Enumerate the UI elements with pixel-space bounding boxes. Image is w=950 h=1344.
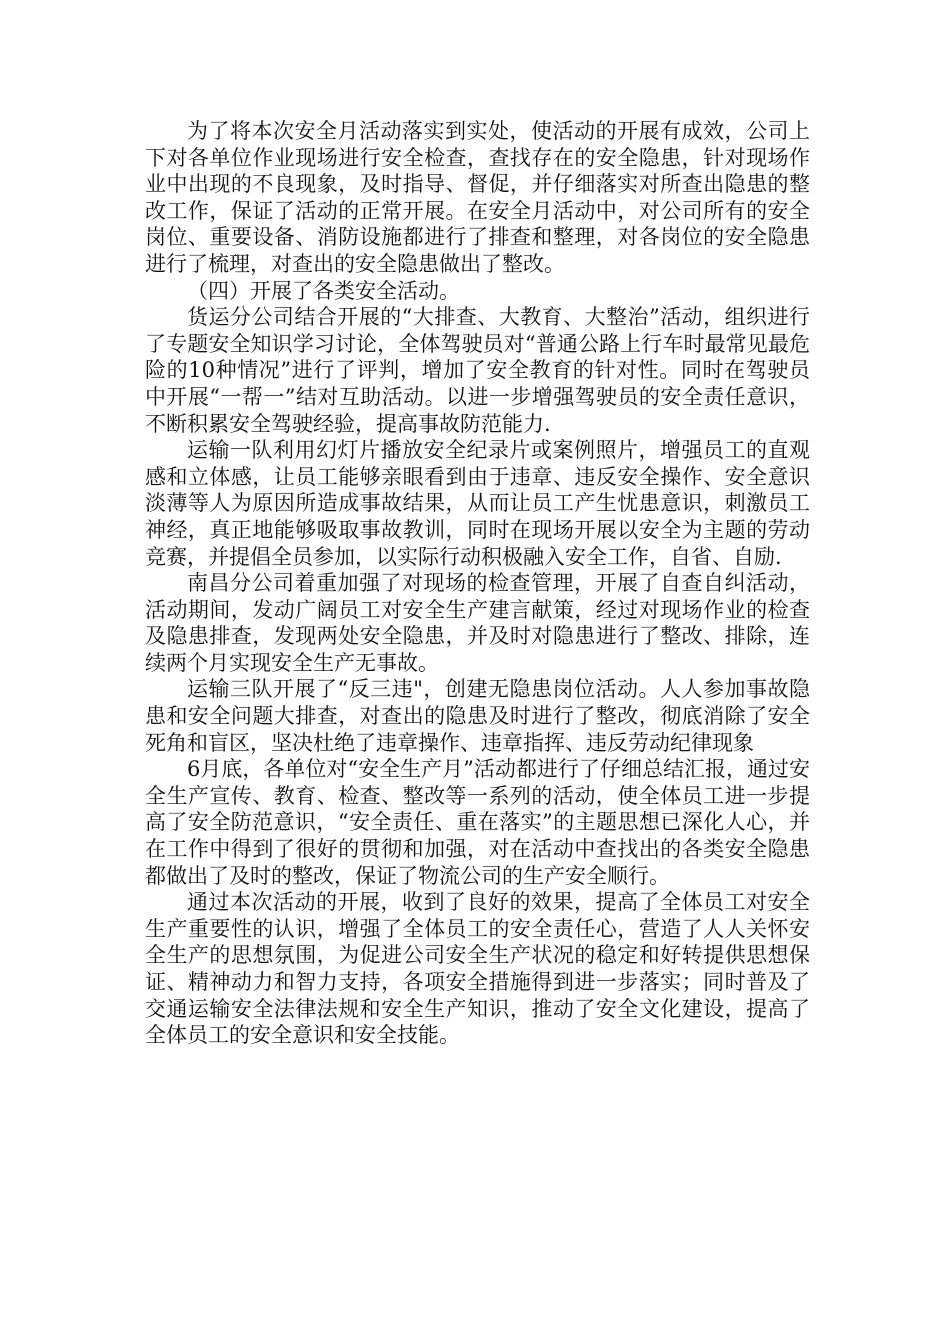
section-heading-activities: （四）开展了各类安全活动。 (187, 278, 460, 303)
paragraph-freight-company: 货运分公司结合开展的“大排查、大教育、大整治”活动，组织进行了专题安全知识学习讨论，全体驾驶员对“普通公路上行车时最常见最危险的10种情况”进行了评判，增加了安全教育的针对性。同时在驾驶员中开展“一帮一”结对互助活动。以进一步增强驾驶员的安全责任意识，不断积累安全驾驶经验，提高事故防范能力. (145, 305, 810, 436)
paragraph-transport-team-3: 运输三队开展了“反三违"，创建无隐患岗位活动。人人参加事故隐患和安全问题大排查，对查出的隐患及时进行了整改，彻底消除了安全死角和盲区，坚决杜绝了违章操作、违章指挥、违反劳动纪律现象 (145, 677, 810, 755)
paragraph-nanchang-branch: 南昌分公司着重加强了对现场的检查管理，开展了自查自纠活动，活动期间，发动广阔员工对安全生产建言献策，经过对现场作业的检查及隐患排查，发现两处安全隐患，并及时对隐患进行了整改、排除，连续两个月实现安全生产无事故。 (145, 571, 810, 675)
paragraph-inspection: 为了将本次安全月活动落实到实处，使活动的开展有成效，公司上下对各单位作业现场进行安全检查，查找存在的安全隐患，针对现场作业中出现的不良现象，及时指导、督促，并仔细落实对所查出隐患的整改工作，保证了活动的正常开展。在安全月活动中，对公司所有的安全岗位、重要设备、消防设施都进行了排查和整理，对各岗位的安全隐患进行了梳理，对查出的安全隐患做出了整改。 (145, 119, 810, 276)
paragraph-june-summary: 6月底，各单位对“安全生产月”活动都进行了仔细总结汇报，通过安全生产宣传、教育、检查、整改等一系列的活动，使全体员工进一步提高了安全防范意识，“安全责任、重在落实”的主题思想已深化人心，并在工作中得到了很好的贯彻和加强，对在活动中查找出的各类安全隐患都做出了及时的整改，保证了物流公司的生产安全顺行。 (145, 757, 810, 888)
paragraph-conclusion: 通过本次活动的开展，收到了良好的效果，提高了全体员工对安全生产重要性的认识，增强了全体员工的安全责任心，营造了人人关怀安全生产的思想氛围，为促进公司安全生产状况的稳定和好转提供思想保证、精神动力和智力支持，各项安全措施得到进一步落实；同时普及了交通运输安全法律法规和安全生产知识，推动了安全文化建设，提高了全体员工的安全意识和安全技能。 (145, 890, 810, 1048)
document-body (145, 118, 810, 1049)
paragraph-transport-team-1: 运输一队利用幻灯片播放安全纪录片或案例照片，增强员工的直观感和立体感，让员工能够亲眼看到由于违章、违反安全操作、安全意识淡薄等人为原因所造成事故结果，从而让员工产生忧患意识，刺激员工神经，真正地能够吸取事故教训，同时在现场开展以安全为主题的劳动竞赛，并提倡全员参加，以实际行动积极融入安全工作，自省、自励. (145, 438, 810, 569)
